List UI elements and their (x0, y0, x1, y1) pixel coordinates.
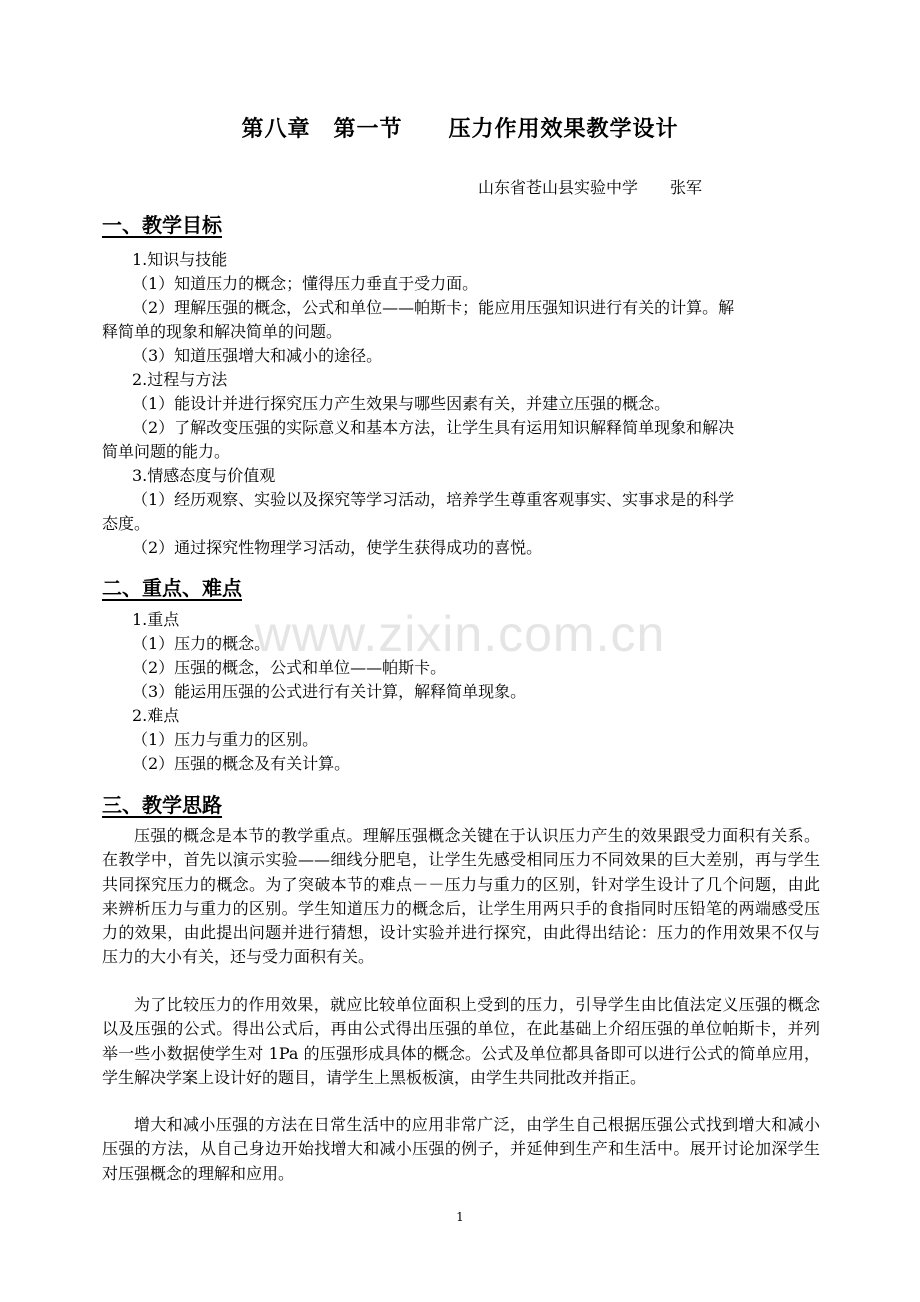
document-author: 山东省苍山县实验中学 张军 (478, 178, 703, 197)
list-item: （2）通过探究性物理学习活动，使学生获得成功的喜悦。 (132, 538, 543, 557)
document-title: 第八章 第一节 压力作用效果教学设计 (241, 116, 679, 142)
subheading-key-points: 1.重点 (132, 610, 180, 629)
list-item: （2）理解压强的概念，公式和单位——帕斯卡；能应用压强知识进行有关的计算。解 (132, 298, 735, 317)
section-heading-approach: 三、教学思路 (102, 793, 222, 817)
subheading-knowledge-skills: 1.知识与技能 (132, 250, 228, 269)
body-paragraph: 为了比较压力的作用效果，就应比较单位面积上受到的压力，引导学生由比值法定义压强的概念以及压强的公式。得出公式后，再由公式得出压强的单位，在此基础上介绍压强的单位帕斯卡，并列举一些小数据使学生对 1Pa 的压强形成具体的概念。公式及单位都具备即可以进行公式的简单应用，学生解决学案上设计好的题目，请学生上黑板板演，由学生共同批改并指正。 (102, 995, 820, 1087)
list-item: （1）能设计并进行探究压力产生效果与哪些因素有关，并建立压强的概念。 (132, 394, 671, 413)
list-item: （1）经历观察、实验以及探究等学习活动，培养学生尊重客观事实、实事求是的科学 (132, 490, 735, 509)
page-number: 1 (456, 1210, 464, 1224)
section-heading-objectives: 一、教学目标 (102, 213, 222, 237)
list-item: （2）压强的概念及有关计算。 (132, 754, 351, 773)
subheading-difficulties: 2.难点 (132, 706, 180, 725)
list-item-continuation: 简单问题的能力。 (102, 442, 231, 461)
body-paragraph: 压强的概念是本节的教学重点。理解压强概念关键在于认识压力产生的效果跟受力面积有关系。在教学中，首先以演示实验——细线分肥皂，让学生先感受相同压力不同效果的巨大差别，再与学生共同探究压力的概念。为了突破本节的难点－－压力与重力的区别，针对学生设计了几个问题，由此来辨析压力与重力的区别。学生知道压力的概念后，让学生用两只手的食指同时压铅笔的两端感受压力的效果，由此提出问题并进行猜想，设计实验并进行探究，由此得出结论：压力的作用效果不仅与压力的大小有关，还与受力面积有关。 (102, 826, 820, 967)
body-paragraph: 增大和减小压强的方法在日常生活中的应用非常广泛，由学生自己根据压强公式找到增大和减小压强的方法，从自己身边开始找增大和减小压强的例子，并延伸到生产和生活中。展开讨论加深学生对压强概念的理解和应用。 (102, 1115, 820, 1183)
list-item: （3）能运用压强的公式进行有关计算，解释简单现象。 (132, 682, 527, 701)
list-item: （2）了解改变压强的实际意义和基本方法，让学生具有运用知识解释简单现象和解决 (132, 418, 735, 437)
list-item: （1）压力与重力的区别。 (132, 730, 319, 749)
subheading-attitudes-values: 3.情感态度与价值观 (132, 466, 276, 485)
list-item-continuation: 释简单的现象和解决简单的问题。 (102, 322, 343, 341)
subheading-process-methods: 2.过程与方法 (132, 370, 228, 389)
list-item: （3）知道压强增大和减小的途径。 (132, 346, 383, 365)
list-item: （1）知道压力的概念；懂得压力垂直于受力面。 (132, 274, 479, 293)
watermark: www.zixin.com.cn (254, 606, 666, 662)
list-item: （2）压强的概念，公式和单位——帕斯卡。 (132, 658, 447, 677)
section-heading-key-points: 二、重点、难点 (102, 576, 242, 600)
list-item-continuation: 态度。 (102, 514, 151, 533)
list-item: （1）压力的概念。 (132, 634, 271, 653)
